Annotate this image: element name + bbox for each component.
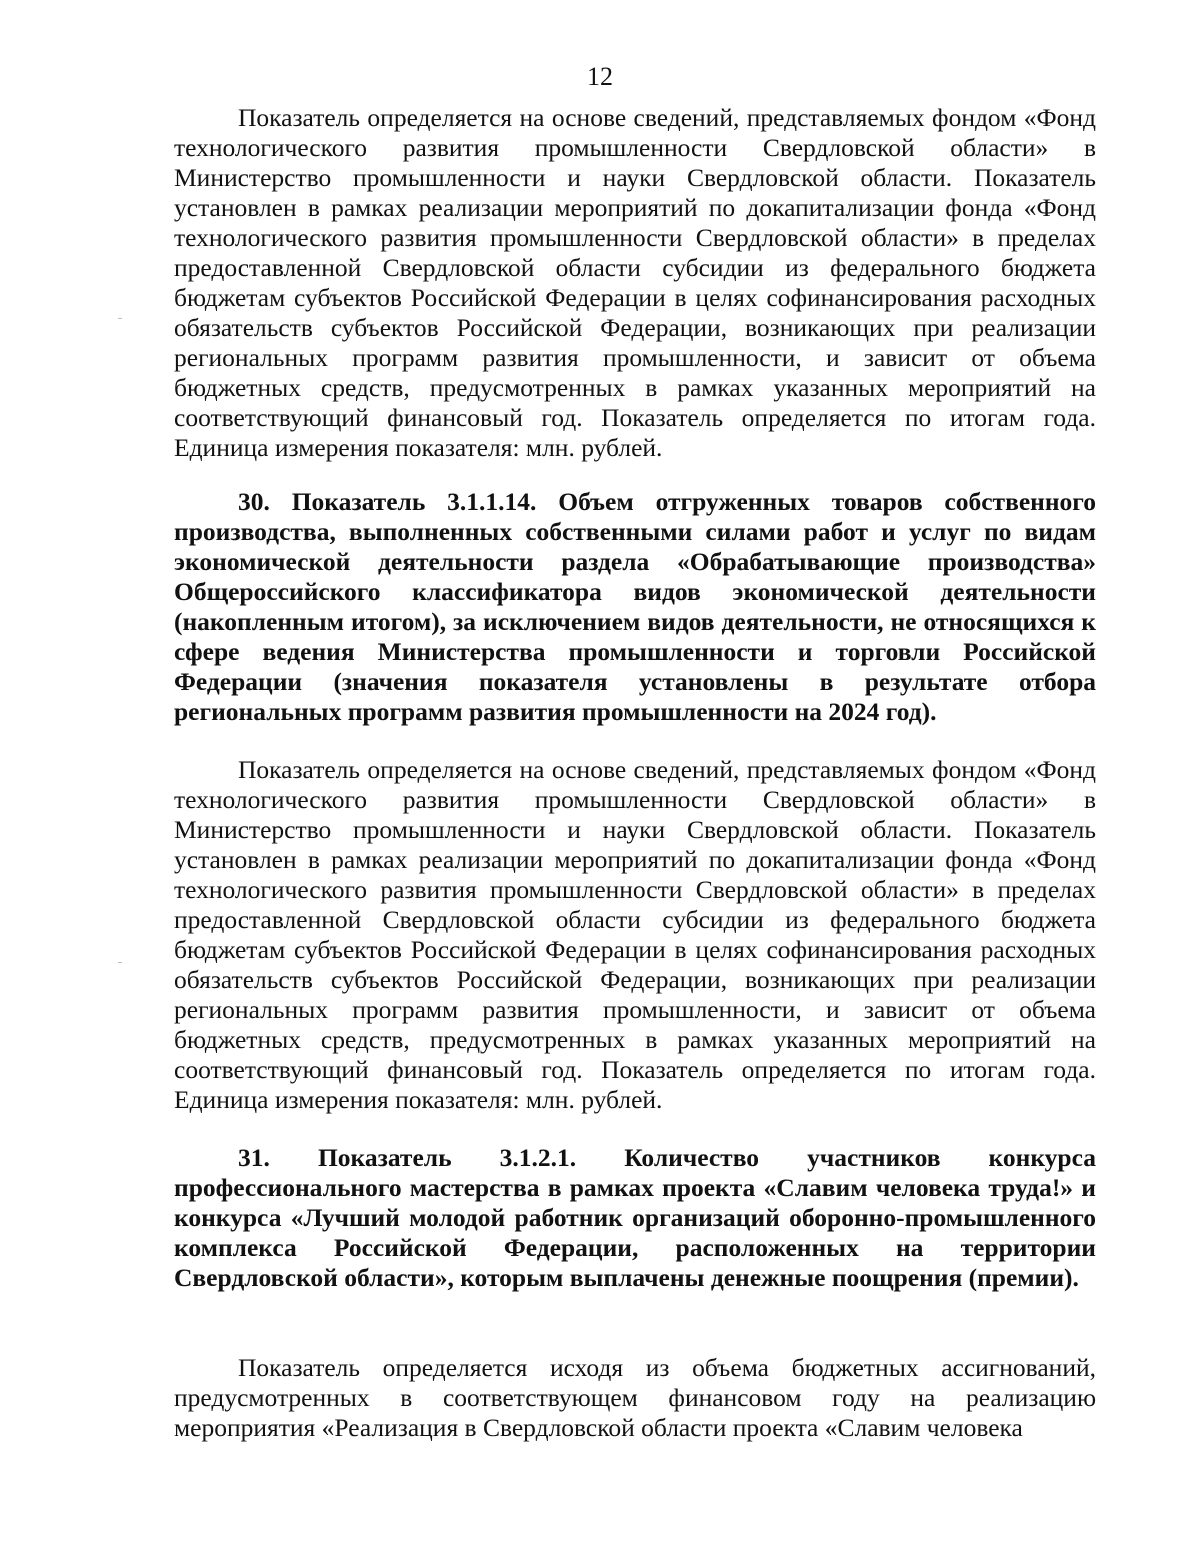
section-heading-30: 30. Показатель 3.1.1.14. Объем отгруженных товаров собственного производства, выполненных собственными силами работ и услуг по видам экономической деятельности раздела «Обрабатывающие производства» Общероссийского классификатора видов экономической деятельности (накопленным итогом), за исключением видов деятельности, не относящихся к сфере ведения Министерства промышленности и торговли Российской Федерации (значения показателя установлены в результате отбора региональных программ развития промышленности на 2024 год). [174,487,1096,726]
body-paragraph: Показатель определяется на основе сведений, представляемых фондом «Фонд технологического развития промышленности Свердловской области» в Министерство промышленности и науки Свердловской области. Показатель установлен в рамках реализации мероприятий по докапитализации фонда «Фонд технологического развития промышленности Свердловской области» в пределах предоставленной Свердловской области субсидии из федерального бюджета бюджетам субъектов Российской Федерации в целях софинансирования расходных обязательств субъектов Российской Федерации, возникающих при реализации региональных программ развития промышленности, и зависит от объема бюджетных средств, предусмотренных в рамках указанных мероприятий на соответствующий финансовый год. Показатель определяется по итогам года. Единица измерения показателя: млн. рублей. [174,755,1096,1114]
body-paragraph: Показатель определяется на основе сведений, представляемых фондом «Фонд технологического развития промышленности Свердловской области» в Министерство промышленности и науки Свердловской области. Показатель установлен в рамках реализации мероприятий по докапитализации фонда «Фонд технологического развития промышленности Свердловской области» в пределах предоставленной Свердловской области субсидии из федерального бюджета бюджетам субъектов Российской Федерации в целях софинансирования расходных обязательств субъектов Российской Федерации, возникающих при реализации региональных программ развития промышленности, и зависит от объема бюджетных средств, предусмотренных в рамках указанных мероприятий на соответствующий финансовый год. Показатель определяется по итогам года. Единица измерения показателя: млн. рублей. [174,103,1096,462]
body-paragraph: Показатель определяется исходя из объема бюджетных ассигнований, предусмотренных в соответствующем финансовом году на реализацию мероприятия «Реализация в Свердловской области проекта «Славим человека [174,1353,1096,1442]
section-heading-31: 31. Показатель 3.1.2.1. Количество участников конкурса профессионального мастерства в рамках проекта «Славим человека труда!» и конкурса «Лучший молодой работник организаций оборонно-промышленного комплекса Российской Федерации, расположенных на территории Свердловской области», которым выплачены денежные поощрения (премии). [174,1143,1096,1292]
margin-mark [118,962,122,963]
page-number: 12 [587,62,613,91]
margin-mark [118,318,122,319]
